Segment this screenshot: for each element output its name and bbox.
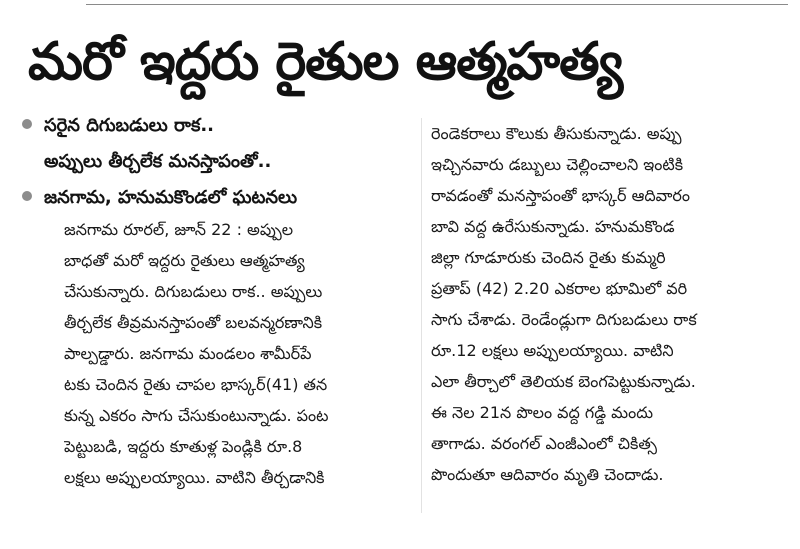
highlights-deck <box>22 108 412 216</box>
body-line: సాగు చేశాడు. రెండేండ్లుగా దిగుబడులు రాక <box>431 310 697 329</box>
bullet-dot-icon <box>22 119 32 129</box>
bullet-dot-icon <box>22 191 32 201</box>
highlight-item <box>22 180 412 216</box>
headline: మరో ఇద్దరు రైతుల ఆత్మహత్య <box>28 32 623 92</box>
highlight-text: జనగామ, హనుమకొండలో ఘటనలు <box>44 187 298 208</box>
highlight-item-continued <box>22 144 412 180</box>
highlight-text: సరైన దిగుబడులు రాక.. <box>44 115 215 136</box>
body-line: చేసుకున్నారు. దిగుబడులు రాక.. అప్పులు <box>64 282 323 301</box>
body-line: జనగామ రూరల్, జూన్ 22 : అప్పుల <box>64 220 294 239</box>
body-line: తాగాడు. వరంగల్ ఎంజీఎంలో చికిత్స <box>431 434 657 453</box>
article-column-right <box>431 118 783 490</box>
body-line: తీర్చలేక తీవ్రమనస్తాపంతో బలవన్మరణానికి <box>64 313 323 332</box>
body-line: జిల్లా గూడూరుకు చెందిన రైతు కుమ్మరి <box>431 248 666 267</box>
body-line: పొందుతూ ఆదివారం మృతి చెందాడు. <box>431 465 664 484</box>
body-line: ఈ నెల 21న పొలం వద్ద గడ్డి మందు <box>431 403 654 422</box>
body-line: లక్షలు అప్పులయ్యాయి. వాటిని తీర్చడానికి <box>64 468 325 487</box>
body-line: బావి వద్ద ఉరేసుకున్నాడు. హనుమకొండ <box>431 217 675 236</box>
highlight-item <box>22 108 412 144</box>
body-line: రూ.12 లక్షలు అప్పులయ్యాయి. వాటిని <box>431 341 674 360</box>
body-line: టకు చెందిన రైతు చాపల భాస్కర్(41) తన <box>64 375 328 394</box>
body-line: ఇచ్చినవారు డబ్బులు చెల్లించాలని ఇంటికి <box>431 155 684 174</box>
body-line: ఎలా తీర్చాలో తెలియక బెంగపెట్టుకున్నాడు. <box>431 372 696 391</box>
body-line: బాధతో మరో ఇద్దరు రైతులు ఆత్మహత్య <box>64 251 305 270</box>
body-line: రావడంతో మనస్తాపంతో భాస్కర్ ఆదివారం <box>431 186 691 205</box>
top-rule <box>86 4 788 5</box>
article-column-left <box>64 214 416 493</box>
column-divider <box>421 118 422 513</box>
body-line: పెట్టుబడి, ఇద్దరు కూతుళ్ల పెండ్లికి రూ.8 <box>64 437 303 456</box>
body-line: ప్రతాప్ (42) 2.20 ఎకరాల భూమిలో వరి <box>431 279 688 298</box>
body-line: రెండెకరాలు కౌలుకు తీసుకున్నాడు. అప్పు <box>431 124 682 143</box>
highlight-text: అప్పులు తీర్చలేక మనస్తాపంతో.. <box>44 151 272 172</box>
body-line: పాల్పడ్డారు. జనగామ మండలం శామీర్‌పే <box>64 344 312 363</box>
body-line: కున్న ఎకరం సాగు చేసుకుంటున్నాడు. పంట <box>64 406 329 425</box>
